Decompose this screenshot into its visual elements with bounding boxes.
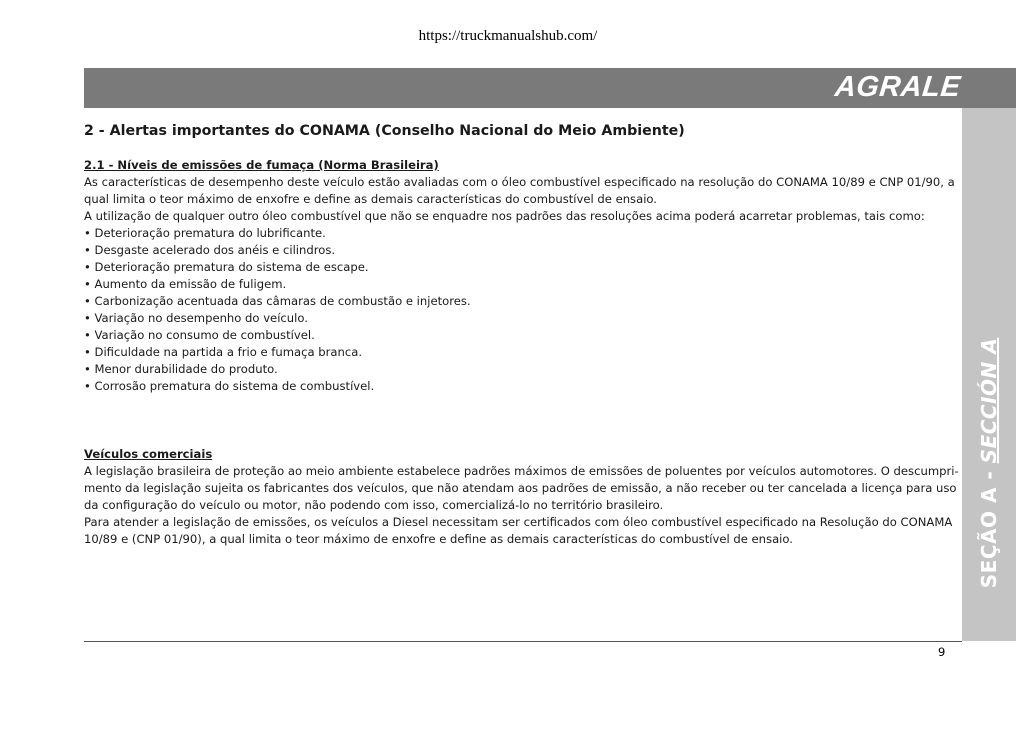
list-item: • Dificuldade na partida a frio e fumaça branca. — [84, 345, 363, 359]
page-number: 9 — [938, 645, 946, 659]
list-item: • Menor durabilidade do produto. — [84, 362, 278, 376]
section-title: 2 - Alertas importantes do CONAMA (Conselho Nacional do Meio Ambiente) — [84, 123, 685, 139]
commercial-paragraph-1: A legislação brasileira de proteção ao meio ambiente estabelece padrões máximos de emissões de poluentes por veículos automotores. O descumpri-mento da legislação sujeita os fabricantes dos veículos, que não atendam aos padrões de emissão, a não receber ou ter cancelada a licença para uso da configuração do veículo ou motor, não podendo com isso, comercializá-lo no território brasileiro. — [84, 464, 959, 512]
side-tab-label — [977, 338, 1001, 588]
list-item: • Variação no desempenho do veículo. — [84, 311, 308, 325]
list-item: • Carbonização acentuada das câmaras de combustão e injetores. — [84, 294, 471, 308]
list-item: • Variação no consumo de combustível. — [84, 328, 315, 342]
header-bar — [84, 68, 1016, 108]
brand-logo: AGRALE — [832, 71, 962, 103]
subsection-heading-commercial: Veículos comerciais — [84, 447, 213, 461]
subsection-heading-emissions: 2.1 - Níveis de emissões de fumaça (Norma Brasileira) — [84, 158, 439, 172]
footer-divider — [84, 641, 962, 642]
side-tab-secondary: SECCIÓN A — [977, 337, 1001, 464]
list-item: • Desgaste acelerado dos anéis e cilindros. — [84, 243, 336, 257]
emissions-paragraph-1: As características de desempenho deste veículo estão avaliadas com o óleo combustível especificado na resolução do CONAMA 10/89 e CNP 01/90, a qual limita o teor máximo de enxofre e define as demais características do combustível de ensaio. — [84, 175, 955, 206]
problems-list — [84, 225, 966, 395]
source-url: https://truckmanualshub.com/ — [418, 28, 598, 44]
spacer — [84, 395, 966, 446]
page-content — [84, 122, 966, 548]
commercial-paragraph-2: Para atender a legislação de emissões, os veículos a Diesel necessitam ser certificados com óleo combustível especificado na Resolução do CONAMA 10/89 e (CNP 01/90), a qual limita o teor máximo de enxofre e define as demais características do combustível de ensaio. — [84, 515, 953, 546]
list-item: • Deterioração prematura do lubrificante. — [84, 226, 326, 240]
side-tab-primary: SEÇÃO A - — [977, 463, 1001, 589]
side-section-tab — [962, 108, 1016, 641]
emissions-paragraph-2: A utilização de qualquer outro óleo combustível que não se enquadre nos padrões das resoluções acima poderá acarretar problemas, tais como: — [84, 209, 925, 223]
list-item: • Deterioração prematura do sistema de escape. — [84, 260, 369, 274]
list-item: • Corrosão prematura do sistema de combustível. — [84, 379, 375, 393]
list-item: • Aumento da emissão de fuligem. — [84, 277, 287, 291]
